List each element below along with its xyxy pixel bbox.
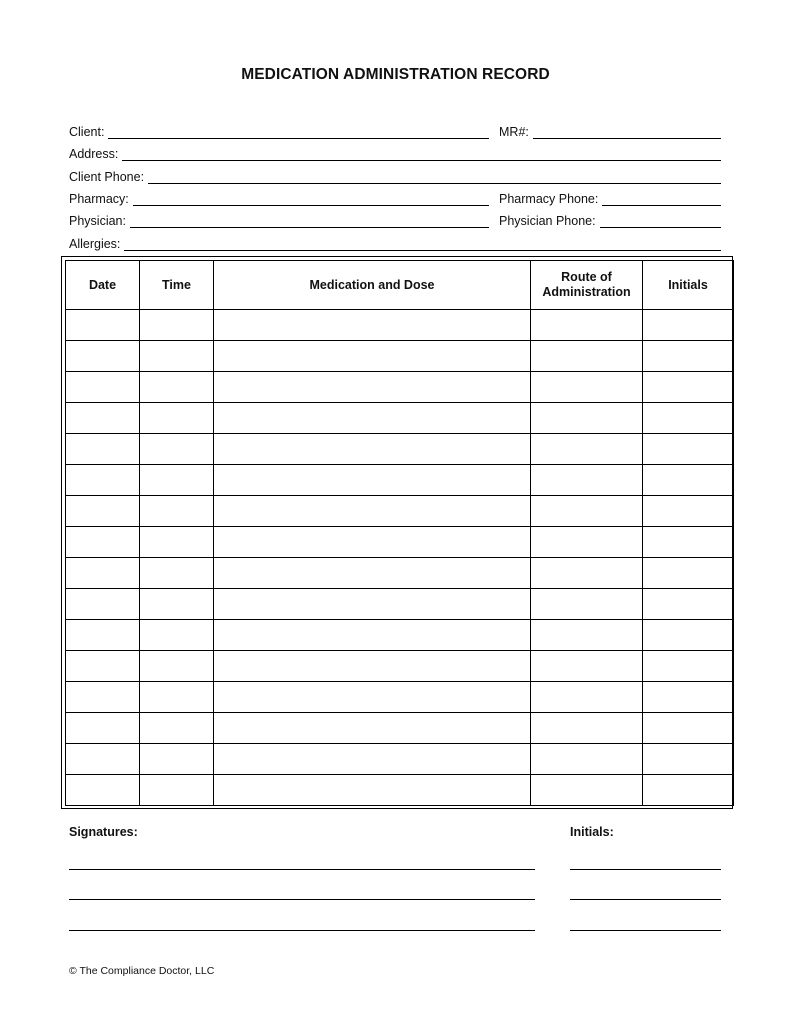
date-cell[interactable] bbox=[66, 434, 140, 465]
page-title: MEDICATION ADMINISTRATION RECORD bbox=[241, 66, 550, 83]
pharmacy-phone-field[interactable] bbox=[499, 188, 721, 206]
route-cell[interactable] bbox=[531, 496, 643, 527]
initials-cell[interactable] bbox=[643, 434, 734, 465]
table-row bbox=[66, 775, 734, 806]
route-cell[interactable] bbox=[531, 744, 643, 775]
address-field[interactable] bbox=[69, 143, 721, 161]
client-phone-line[interactable] bbox=[148, 170, 721, 184]
route-cell[interactable] bbox=[531, 620, 643, 651]
time-cell[interactable] bbox=[140, 496, 214, 527]
physician-label: Physician: bbox=[69, 214, 126, 228]
medication-dose-cell[interactable] bbox=[214, 713, 531, 744]
date-column-header: Date bbox=[66, 261, 140, 310]
medication-dose-cell[interactable] bbox=[214, 589, 531, 620]
mr-field[interactable] bbox=[499, 121, 721, 139]
medication-dose-column-header: Medication and Dose bbox=[214, 261, 531, 310]
pharmacy-phone-line[interactable] bbox=[602, 192, 721, 206]
client-phone-label: Client Phone: bbox=[69, 170, 145, 184]
date-cell[interactable] bbox=[66, 713, 140, 744]
signatures-label: Signatures: bbox=[69, 825, 138, 839]
medication-dose-cell[interactable] bbox=[214, 527, 531, 558]
table-row bbox=[66, 341, 734, 372]
route-cell[interactable] bbox=[531, 434, 643, 465]
signature-line[interactable] bbox=[69, 929, 535, 931]
route-cell[interactable] bbox=[531, 527, 643, 558]
table-row bbox=[66, 744, 734, 775]
initials-cell[interactable] bbox=[643, 682, 734, 713]
route-cell[interactable] bbox=[531, 558, 643, 589]
medication-dose-cell[interactable] bbox=[214, 558, 531, 589]
initials-cell[interactable] bbox=[643, 713, 734, 744]
client-label: Client: bbox=[69, 125, 105, 139]
physician-phone-field[interactable] bbox=[499, 210, 721, 228]
initials-cell[interactable] bbox=[643, 527, 734, 558]
mr-label: MR#: bbox=[499, 125, 529, 139]
route-cell[interactable] bbox=[531, 651, 643, 682]
medication-dose-cell[interactable] bbox=[214, 682, 531, 713]
date-cell[interactable] bbox=[66, 310, 140, 341]
table-row bbox=[66, 620, 734, 651]
time-cell[interactable] bbox=[140, 713, 214, 744]
route-cell[interactable] bbox=[531, 403, 643, 434]
table-row bbox=[66, 372, 734, 403]
time-cell[interactable] bbox=[140, 775, 214, 806]
medication-dose-cell[interactable] bbox=[214, 465, 531, 496]
initials-cell[interactable] bbox=[643, 589, 734, 620]
table-row bbox=[66, 310, 734, 341]
table-row bbox=[66, 465, 734, 496]
physician-phone-label: Physician Phone: bbox=[499, 214, 596, 228]
signature-line[interactable] bbox=[69, 868, 535, 870]
initials-cell[interactable] bbox=[643, 558, 734, 589]
medication-dose-cell[interactable] bbox=[214, 372, 531, 403]
allergies-line[interactable] bbox=[124, 237, 721, 251]
time-cell[interactable] bbox=[140, 434, 214, 465]
route-cell[interactable] bbox=[531, 589, 643, 620]
initials-cell[interactable] bbox=[643, 403, 734, 434]
medication-table bbox=[65, 260, 734, 806]
table-row bbox=[66, 434, 734, 465]
route-header-line2: Administration bbox=[542, 285, 631, 299]
initials-cell[interactable] bbox=[643, 775, 734, 806]
date-cell[interactable] bbox=[66, 403, 140, 434]
time-cell[interactable] bbox=[140, 682, 214, 713]
table-row bbox=[66, 403, 734, 434]
time-cell[interactable] bbox=[140, 403, 214, 434]
route-cell[interactable] bbox=[531, 465, 643, 496]
time-cell[interactable] bbox=[140, 744, 214, 775]
signature-line[interactable] bbox=[69, 898, 535, 900]
table-row bbox=[66, 496, 734, 527]
initials-cell[interactable] bbox=[643, 341, 734, 372]
initials-cell[interactable] bbox=[643, 372, 734, 403]
medication-table-frame bbox=[61, 256, 733, 809]
allergies-label: Allergies: bbox=[69, 237, 121, 251]
medication-dose-cell[interactable] bbox=[214, 775, 531, 806]
date-cell[interactable] bbox=[66, 589, 140, 620]
pharmacy-field[interactable] bbox=[69, 188, 489, 206]
initials-label: Initials: bbox=[570, 825, 614, 839]
table-header-row bbox=[66, 261, 734, 310]
route-cell[interactable] bbox=[531, 682, 643, 713]
initials-line[interactable] bbox=[570, 898, 721, 900]
table-row bbox=[66, 713, 734, 744]
pharmacy-label: Pharmacy: bbox=[69, 192, 129, 206]
route-cell[interactable] bbox=[531, 372, 643, 403]
address-line[interactable] bbox=[122, 147, 721, 161]
date-cell[interactable] bbox=[66, 372, 140, 403]
allergies-field[interactable] bbox=[69, 233, 721, 251]
medication-dose-cell[interactable] bbox=[214, 434, 531, 465]
date-cell[interactable] bbox=[66, 620, 140, 651]
date-cell[interactable] bbox=[66, 651, 140, 682]
time-cell[interactable] bbox=[140, 651, 214, 682]
table-row bbox=[66, 682, 734, 713]
initials-cell[interactable] bbox=[643, 310, 734, 341]
time-cell[interactable] bbox=[140, 310, 214, 341]
date-cell[interactable] bbox=[66, 682, 140, 713]
client-line[interactable] bbox=[108, 125, 489, 139]
route-cell[interactable] bbox=[531, 713, 643, 744]
medication-dose-cell[interactable] bbox=[214, 310, 531, 341]
route-column-header bbox=[531, 261, 643, 310]
medication-dose-cell[interactable] bbox=[214, 496, 531, 527]
time-cell[interactable] bbox=[140, 372, 214, 403]
table-body bbox=[66, 310, 734, 806]
time-cell[interactable] bbox=[140, 527, 214, 558]
copyright-footer: © The Compliance Doctor, LLC bbox=[69, 965, 215, 977]
date-cell[interactable] bbox=[66, 558, 140, 589]
time-cell[interactable] bbox=[140, 558, 214, 589]
medication-dose-cell[interactable] bbox=[214, 744, 531, 775]
initials-cell[interactable] bbox=[643, 496, 734, 527]
date-cell[interactable] bbox=[66, 527, 140, 558]
table-row bbox=[66, 651, 734, 682]
physician-field[interactable] bbox=[69, 210, 489, 228]
medication-dose-cell[interactable] bbox=[214, 620, 531, 651]
physician-phone-line[interactable] bbox=[600, 214, 721, 228]
physician-line[interactable] bbox=[130, 214, 489, 228]
date-cell[interactable] bbox=[66, 341, 140, 372]
table-row bbox=[66, 589, 734, 620]
medication-dose-cell[interactable] bbox=[214, 403, 531, 434]
pharmacy-phone-label: Pharmacy Phone: bbox=[499, 192, 599, 206]
table-row bbox=[66, 527, 734, 558]
initials-column-header: Initials bbox=[643, 261, 734, 310]
initials-cell[interactable] bbox=[643, 744, 734, 775]
date-cell[interactable] bbox=[66, 775, 140, 806]
time-cell[interactable] bbox=[140, 589, 214, 620]
initials-cell[interactable] bbox=[643, 620, 734, 651]
client-field[interactable] bbox=[69, 121, 489, 139]
address-label: Address: bbox=[69, 147, 119, 161]
pharmacy-line[interactable] bbox=[133, 192, 489, 206]
table-row bbox=[66, 558, 734, 589]
time-cell[interactable] bbox=[140, 465, 214, 496]
route-cell[interactable] bbox=[531, 775, 643, 806]
time-cell[interactable] bbox=[140, 341, 214, 372]
route-cell[interactable] bbox=[531, 310, 643, 341]
mr-line[interactable] bbox=[533, 125, 721, 139]
date-cell[interactable] bbox=[66, 496, 140, 527]
initials-cell[interactable] bbox=[643, 465, 734, 496]
time-cell[interactable] bbox=[140, 620, 214, 651]
client-phone-field[interactable] bbox=[69, 166, 721, 184]
initials-cell[interactable] bbox=[643, 651, 734, 682]
initials-line[interactable] bbox=[570, 929, 721, 931]
medication-dose-cell[interactable] bbox=[214, 341, 531, 372]
date-cell[interactable] bbox=[66, 465, 140, 496]
route-cell[interactable] bbox=[531, 341, 643, 372]
route-header-line1: Route of bbox=[561, 270, 612, 284]
date-cell[interactable] bbox=[66, 744, 140, 775]
medication-dose-cell[interactable] bbox=[214, 651, 531, 682]
initials-line[interactable] bbox=[570, 868, 721, 870]
time-column-header: Time bbox=[140, 261, 214, 310]
